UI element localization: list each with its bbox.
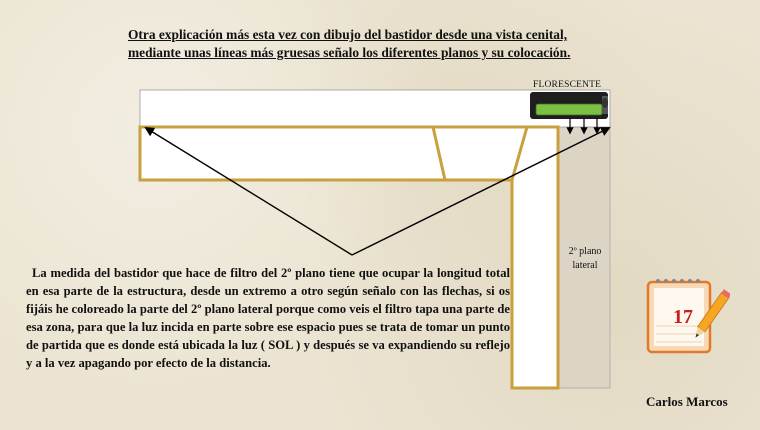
- page-number: 17: [673, 306, 693, 328]
- explanation-paragraph: La medida del bastidor que hace de filtro del 2º plano tiene que ocupar la longitud total en esa parte de la estructura, desde un extremo a otro según señalo con las flechas, si os fijáis he coloreado la parte del 2º plano lateral porque como veis el filtro tapa una parte de esa zona, para que la luz incida en parte sobre ese espacio pues se trata de tomar un punto de partida que es donde está ubicada la luz ( SOL ) y después se va expandiendo su reflejo y a la vez apagando por efecto de la distancia.: [26, 266, 510, 370]
- title-line-2: mediante unas líneas más gruesas señalo los diferentes planos y su colocación.: [128, 45, 571, 60]
- fluorescent-lamp-icon: [530, 92, 608, 119]
- side-plane-label: 2º plano lateral: [568, 246, 602, 271]
- title-line-1: Otra explicación más esta vez con dibujo del bastidor desde una vista cenital,: [128, 27, 568, 42]
- author-name: Carlos Marcos: [646, 394, 728, 409]
- fluorescent-label: FLORESCENTE: [533, 80, 602, 90]
